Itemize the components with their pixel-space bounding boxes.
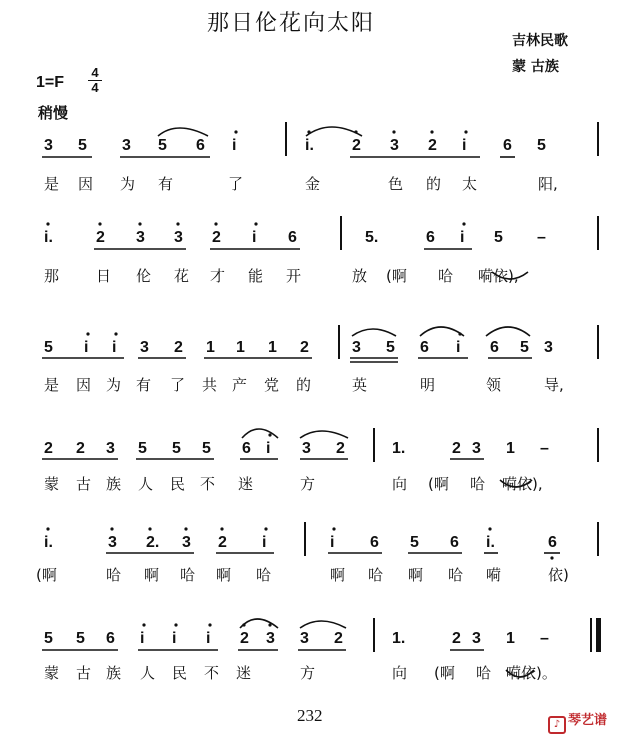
time-sig-top: 4 — [91, 65, 99, 80]
note: i. — [305, 137, 314, 154]
lyric: 迷 — [236, 664, 252, 682]
octave-dot — [264, 527, 267, 530]
octave-dot — [114, 332, 117, 335]
octave-dot — [148, 527, 151, 530]
lyric: 伦 — [136, 267, 152, 285]
lyric: 嗬依), — [478, 267, 519, 285]
page-number: 232 — [297, 706, 323, 725]
note: 2 — [218, 534, 227, 551]
note: i — [84, 339, 89, 356]
note: 5 — [537, 137, 546, 154]
lyric: 哈 — [180, 566, 196, 584]
lyric: 不 — [204, 664, 220, 682]
octave-dot — [86, 332, 89, 335]
octave-dot — [307, 130, 310, 133]
lyric: (啊 — [386, 267, 407, 285]
note: 5 — [386, 339, 395, 356]
note: 3 — [472, 630, 481, 647]
note: – — [540, 630, 549, 647]
lyric: 民 — [170, 475, 186, 493]
octave-dot — [462, 222, 465, 225]
lyric: 族 — [106, 664, 122, 682]
octave-dot — [98, 222, 101, 225]
octave-dot — [332, 527, 335, 530]
lyric: 蒙 — [44, 664, 60, 682]
note: 3 — [106, 440, 115, 457]
note: 2 — [352, 137, 361, 154]
note: 6 — [490, 339, 499, 356]
note: 3 — [108, 534, 117, 551]
note: 6 — [420, 339, 429, 356]
octave-dot — [392, 130, 395, 133]
lyric: 因 — [76, 376, 92, 394]
lyric: 金 — [305, 175, 321, 193]
lyric: 哈 — [448, 566, 464, 584]
note: 5 — [172, 440, 181, 457]
note: 5 — [410, 534, 419, 551]
note: 2 — [174, 339, 183, 356]
note: i — [460, 229, 465, 246]
logo-icon: ♪ — [548, 716, 566, 734]
note: 2 — [300, 339, 309, 356]
lyric: 向 — [392, 475, 408, 493]
lyric: 党 — [264, 376, 280, 394]
lyric: 日 — [96, 267, 112, 285]
note: – — [537, 229, 546, 246]
tempo-marking: 稍慢 — [38, 104, 69, 122]
octave-dot — [110, 527, 113, 530]
note: i — [456, 339, 461, 356]
lyric: 那 — [44, 267, 60, 285]
lyric: 依) — [548, 566, 569, 584]
lyric: 啊 — [216, 566, 232, 584]
octave-dot — [234, 130, 237, 133]
slur — [420, 327, 464, 336]
note: 2 — [428, 137, 437, 154]
note: i — [112, 339, 117, 356]
note: i — [140, 630, 145, 647]
lyric: 嗬依), — [502, 475, 543, 493]
lyric: 才 — [210, 267, 226, 285]
note: 2 — [336, 440, 345, 457]
lyric: 啊 — [144, 566, 160, 584]
note: 3 — [44, 137, 53, 154]
note: 3 — [122, 137, 131, 154]
note: 2 — [96, 229, 105, 246]
lyric: 有 — [136, 376, 152, 394]
octave-dot — [184, 527, 187, 530]
octave-dot — [46, 527, 49, 530]
lyric: 太 — [462, 175, 478, 193]
watermark-logo — [548, 709, 607, 734]
note: i — [462, 137, 467, 154]
lyric: 人 — [140, 664, 156, 682]
note: 3 — [472, 440, 481, 457]
slur — [352, 329, 396, 336]
octave-dot — [268, 433, 271, 436]
octave-dot — [254, 222, 257, 225]
octave-dot — [174, 623, 177, 626]
lyric: 明 — [420, 376, 436, 394]
lyric: 的 — [426, 175, 442, 193]
note: 5. — [365, 229, 379, 246]
lyric: 哈 — [368, 566, 384, 584]
lyric: 为 — [106, 376, 122, 394]
octave-dot — [458, 332, 461, 335]
note: 2 — [212, 229, 221, 246]
note: 3 — [352, 339, 361, 356]
lyric: 哈 — [256, 566, 272, 584]
note: 5 — [76, 630, 85, 647]
note: 6 — [106, 630, 115, 647]
lyric: 啊 — [330, 566, 346, 584]
lyric: 不 — [200, 475, 216, 493]
note: 3 — [302, 440, 311, 457]
note: 3 — [174, 229, 183, 246]
note: i. — [486, 534, 495, 551]
note: i — [262, 534, 267, 551]
lyric: 人 — [138, 475, 154, 493]
note: 2 — [452, 440, 461, 457]
octave-dot — [142, 623, 145, 626]
note: 2 — [334, 630, 343, 647]
lyric: 共 — [202, 376, 218, 394]
octave-dot — [220, 527, 223, 530]
note: 1 — [206, 339, 215, 356]
lyric: 英 — [352, 376, 368, 394]
lyric: 方 — [300, 475, 316, 493]
note: 5 — [78, 137, 87, 154]
lyric: 领 — [486, 376, 502, 394]
note: 3 — [140, 339, 149, 356]
note: 5 — [494, 229, 503, 246]
lyric: 嗬 — [486, 566, 502, 584]
note: – — [540, 440, 549, 457]
key-signature: 1=F — [36, 74, 65, 91]
note: 6 — [370, 534, 379, 551]
note: i. — [44, 534, 53, 551]
note: 1 — [506, 630, 515, 647]
octave-dot — [242, 623, 245, 626]
slur — [240, 619, 278, 628]
octave-dot — [138, 222, 141, 225]
note: 5 — [44, 339, 53, 356]
note: 5 — [158, 137, 167, 154]
slur — [300, 621, 346, 628]
note: 5 — [44, 630, 53, 647]
lyric: 能 — [248, 267, 264, 285]
lyric: 有 — [158, 175, 174, 193]
note: 3 — [182, 534, 191, 551]
note: 6 — [288, 229, 297, 246]
note: 3 — [544, 339, 553, 356]
note: 1 — [268, 339, 277, 356]
note: 3 — [266, 630, 275, 647]
watermark-text: 琴艺谱 — [568, 713, 608, 728]
note: i — [330, 534, 335, 551]
lyric: 放 — [352, 267, 368, 285]
lyric: 哈 — [470, 475, 486, 493]
note: 3 — [300, 630, 309, 647]
slur — [306, 127, 362, 136]
lyric: 阳, — [538, 175, 558, 193]
slur — [300, 431, 348, 438]
octave-dot — [214, 222, 217, 225]
octave-dot — [46, 222, 49, 225]
note: 5 — [138, 440, 147, 457]
note: 6 — [548, 534, 557, 551]
octave-dot — [176, 222, 179, 225]
lyric: 方 — [300, 664, 316, 682]
note: 1 — [236, 339, 245, 356]
note: 3 — [136, 229, 145, 246]
note: 1. — [392, 630, 406, 647]
note: i — [266, 440, 271, 457]
lyric: 导, — [544, 376, 564, 394]
note: 1 — [506, 440, 515, 457]
lyric: 了 — [228, 175, 244, 193]
octave-dot — [354, 130, 357, 133]
lyric: 的 — [296, 376, 312, 394]
slur — [500, 480, 532, 487]
song-title: 那日伦花向太阳 — [207, 11, 376, 36]
lyric: 迷 — [238, 475, 254, 493]
note: i. — [44, 229, 53, 246]
note: 6 — [426, 229, 435, 246]
lyric: 产 — [232, 376, 248, 394]
lyric: 哈 — [438, 267, 454, 285]
slur — [486, 327, 530, 336]
note: 6 — [503, 137, 512, 154]
lyric: 古 — [76, 664, 92, 682]
octave-dot — [208, 623, 211, 626]
lyric: 因 — [78, 175, 94, 193]
octave-dot — [268, 623, 271, 626]
note: 2 — [452, 630, 461, 647]
octave-dot — [464, 130, 467, 133]
note: i — [232, 137, 237, 154]
lyric: 色 — [388, 175, 404, 193]
lyric: 古 — [76, 475, 92, 493]
slur — [506, 670, 534, 677]
song-source: 吉林民歌 — [512, 33, 568, 49]
lyric: (啊 — [428, 475, 449, 493]
slur — [158, 128, 208, 136]
note: 5 — [202, 440, 211, 457]
note: 3 — [390, 137, 399, 154]
song-ethnicity: 蒙 古族 — [512, 59, 559, 75]
note: 6 — [242, 440, 251, 457]
slur — [492, 272, 528, 279]
time-sig-bottom: 4 — [91, 80, 99, 95]
octave-dot-low — [550, 556, 553, 559]
note: i — [172, 630, 177, 647]
slur — [242, 429, 278, 438]
lyric: 开 — [286, 267, 302, 285]
lyric: (啊 — [434, 664, 455, 682]
note: 2. — [146, 534, 160, 551]
note: 6 — [196, 137, 205, 154]
lyric: 啊 — [408, 566, 424, 584]
lyric: 是 — [44, 376, 60, 394]
note: 2 — [44, 440, 53, 457]
lyric: 哈 — [476, 664, 492, 682]
octave-dot — [488, 527, 491, 530]
note: 5 — [520, 339, 529, 356]
note: 6 — [450, 534, 459, 551]
note: 2 — [76, 440, 85, 457]
lyric: 是 — [44, 175, 60, 193]
lyric: 向 — [392, 664, 408, 682]
note: i — [206, 630, 211, 647]
lyric: 嗬依)。 — [506, 664, 557, 682]
lyric: 民 — [172, 664, 188, 682]
note: 2 — [240, 630, 249, 647]
lyric: 花 — [174, 267, 190, 285]
note: 1. — [392, 440, 406, 457]
lyric: 族 — [106, 475, 122, 493]
lyric: (啊 — [36, 566, 57, 584]
lyric: 蒙 — [44, 475, 60, 493]
note: i — [252, 229, 257, 246]
lyric: 哈 — [106, 566, 122, 584]
octave-dot — [430, 130, 433, 133]
lyric: 为 — [120, 175, 136, 193]
lyric: 了 — [170, 376, 186, 394]
